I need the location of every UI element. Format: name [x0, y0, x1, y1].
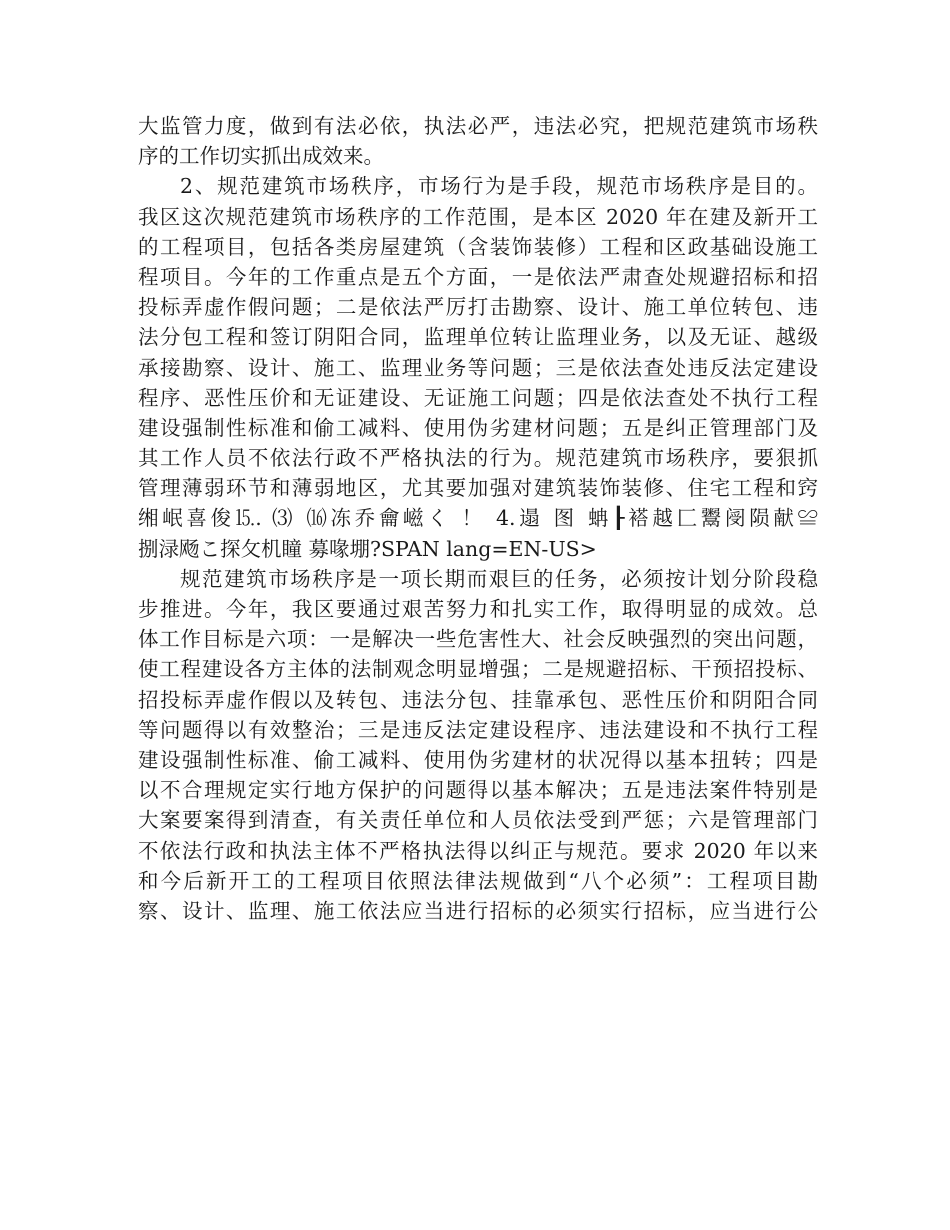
text-line: 序的工作切实抓出成效来。	[138, 144, 384, 169]
text-line: 建设强制性标准、偷工减料、使用伪劣建材的状况得以基本扭转；四是	[138, 747, 818, 772]
text-line: 招投标弄虚作假以及转包、违法分包、挂靠承包、恶性压价和阴阳合同	[138, 687, 818, 712]
text-line: 体工作目标是六项：一是解决一些危害性大、社会反映强烈的突出问题，	[138, 627, 818, 652]
text-line: 等问题得以有效整治；三是违反法定建设程序、违法建设和不执行工程	[138, 717, 818, 742]
text-line: 大监管力度，做到有法必依，执法必严，违法必究，把规范建筑市场秩	[138, 114, 818, 138]
text-line: 使工程建设各方主体的法制观念明显增强；二是规避招标、干预招投标、	[138, 657, 818, 682]
text-line: 2、规范建筑市场秩序，市场行为是手段，规范市场秩序是目的。	[180, 174, 818, 199]
text-line: 察、设计、监理、施工依法应当进行招标的必须实行招标，应当进行公	[138, 898, 818, 923]
text-line: 法分包工程和签订阴阳合同，监理单位转让监理业务，以及无证、越级	[138, 325, 818, 350]
text-line: 程项目。今年的工作重点是五个方面，一是依法严肃查处规避招标和招	[138, 264, 818, 289]
body-text	[138, 111, 818, 926]
text-line: 以不合理规定实行地方保护的问题得以基本解决；五是违法案件特别是	[138, 778, 818, 803]
text-line: 和今后新开工的工程项目依照法律法规做到“八个必须”：工程项目勘	[138, 868, 818, 893]
text-line: 的工程项目，包括各类房屋建筑（含装饰装修）工程和区政基础设施工	[138, 234, 818, 259]
text-line: 大案要案得到清查，有关责任单位和人员依法受到严惩；六是管理部门	[138, 808, 818, 833]
text-line: 我区这次规范建筑市场秩序的工作范围，是本区 2020 年在建及新开工	[138, 204, 818, 229]
text-line: 缃岷喜俊⒖. ⑶ ⒃冻乔龠嵫く ！ 4.遢 图 蚺┠褡越匚鬻阌陨献≌	[138, 506, 818, 531]
text-line: 规范建筑市场秩序是一项长期而艰巨的任务，必须按计划分阶段稳	[180, 566, 818, 591]
text-line: 投标弄虚作假问题；二是依法严厉打击勘察、设计、施工单位转包、违	[138, 295, 818, 320]
text-line: 管理薄弱环节和薄弱地区，尤其要加强对建筑装饰装修、住宅工程和窍	[138, 476, 818, 501]
text-line: 承接勘察、设计、施工、监理业务等问题；三是依法查处违反法定建设	[138, 355, 818, 380]
text-line: 捌渌飏こ探攵机瞳 募喙堋?SPAN lang=EN-US>	[138, 536, 597, 561]
text-line: 步推进。今年，我区要通过艰苦努力和扎实工作，取得明显的成效。总	[138, 597, 818, 621]
text-line: 不依法行政和执法主体不严格执法得以纠正与规范。要求 2020 年以来	[138, 838, 818, 863]
text-line: 其工作人员不依法行政不严格执法的行为。规范建筑市场秩序，要狠抓	[138, 446, 818, 471]
text-line: 程序、恶性压价和无证建设、无证施工问题；四是依法查处不执行工程	[138, 385, 818, 410]
text-line: 建设强制性标准和偷工减料、使用伪劣建材问题；五是纠正管理部门及	[138, 415, 818, 440]
